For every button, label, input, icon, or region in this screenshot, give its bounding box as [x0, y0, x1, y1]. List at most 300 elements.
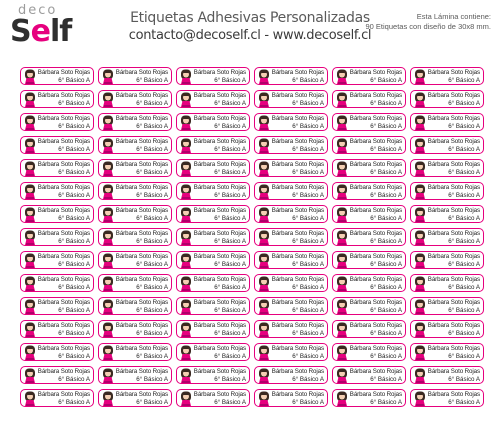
label-name: Bárbara Soto Rojas — [349, 138, 402, 145]
label-course: 6° Básico A — [58, 352, 90, 360]
label-course: 6° Básico A — [136, 260, 168, 268]
girl-avatar-icon — [413, 391, 427, 406]
girl-avatar-icon — [257, 161, 271, 176]
label-name: Bárbara Soto Rojas — [193, 299, 246, 306]
girl-avatar-icon — [23, 207, 37, 222]
name-label — [20, 159, 94, 177]
girl-avatar-icon — [257, 253, 271, 268]
label-name: Bárbara Soto Rojas — [349, 391, 402, 398]
label-course: 6° Básico A — [58, 191, 90, 199]
name-label — [20, 366, 94, 384]
label-course: 6° Básico A — [292, 375, 324, 383]
girl-avatar-icon — [335, 299, 349, 314]
label-name: Bárbara Soto Rojas — [193, 207, 246, 214]
label-name: Bárbara Soto Rojas — [271, 92, 324, 99]
girl-avatar-icon — [413, 138, 427, 153]
label-name: Bárbara Soto Rojas — [349, 92, 402, 99]
girl-avatar-icon — [101, 368, 115, 383]
name-label — [254, 228, 328, 246]
name-label — [98, 251, 172, 269]
girl-avatar-icon — [413, 253, 427, 268]
label-course: 6° Básico A — [292, 398, 324, 406]
name-label — [176, 274, 250, 292]
label-name: Bárbara Soto Rojas — [115, 368, 168, 375]
label-name: Bárbara Soto Rojas — [37, 207, 90, 214]
label-name: Bárbara Soto Rojas — [349, 69, 402, 76]
name-label — [410, 251, 484, 269]
label-name: Bárbara Soto Rojas — [271, 207, 324, 214]
label-course: 6° Básico A — [58, 214, 90, 222]
name-label — [254, 343, 328, 361]
girl-avatar-icon — [23, 138, 37, 153]
girl-avatar-icon — [179, 368, 193, 383]
girl-avatar-icon — [335, 368, 349, 383]
label-name: Bárbara Soto Rojas — [349, 115, 402, 122]
label-name: Bárbara Soto Rojas — [427, 345, 480, 352]
label-name: Bárbara Soto Rojas — [349, 207, 402, 214]
label-course: 6° Básico A — [448, 191, 480, 199]
label-course: 6° Básico A — [214, 214, 246, 222]
label-name: Bárbara Soto Rojas — [271, 276, 324, 283]
label-name: Bárbara Soto Rojas — [427, 230, 480, 237]
label-course: 6° Básico A — [292, 329, 324, 337]
girl-avatar-icon — [257, 322, 271, 337]
label-course: 6° Básico A — [136, 237, 168, 245]
label-name: Bárbara Soto Rojas — [349, 184, 402, 191]
girl-avatar-icon — [335, 253, 349, 268]
label-course: 6° Básico A — [58, 168, 90, 176]
label-course: 6° Básico A — [136, 191, 168, 199]
label-course: 6° Básico A — [58, 398, 90, 406]
girl-avatar-icon — [101, 115, 115, 130]
label-course: 6° Básico A — [214, 122, 246, 130]
label-course: 6° Básico A — [58, 375, 90, 383]
name-label — [410, 297, 484, 315]
name-label — [410, 182, 484, 200]
label-name: Bárbara Soto Rojas — [193, 161, 246, 168]
name-label — [410, 228, 484, 246]
label-course: 6° Básico A — [58, 76, 90, 84]
label-name: Bárbara Soto Rojas — [271, 322, 324, 329]
girl-avatar-icon — [257, 299, 271, 314]
girl-avatar-icon — [257, 391, 271, 406]
girl-avatar-icon — [179, 138, 193, 153]
girl-avatar-icon — [179, 253, 193, 268]
girl-avatar-icon — [257, 230, 271, 245]
label-name: Bárbara Soto Rojas — [271, 368, 324, 375]
girl-avatar-icon — [257, 92, 271, 107]
label-course: 6° Básico A — [136, 375, 168, 383]
label-course: 6° Básico A — [292, 168, 324, 176]
name-label — [20, 297, 94, 315]
girl-avatar-icon — [335, 230, 349, 245]
girl-avatar-icon — [23, 69, 37, 84]
label-course: 6° Básico A — [136, 99, 168, 107]
label-name: Bárbara Soto Rojas — [427, 92, 480, 99]
girl-avatar-icon — [23, 322, 37, 337]
name-label — [98, 343, 172, 361]
label-course: 6° Básico A — [448, 352, 480, 360]
label-course: 6° Básico A — [136, 214, 168, 222]
name-label — [98, 113, 172, 131]
label-course: 6° Básico A — [214, 306, 246, 314]
label-name: Bárbara Soto Rojas — [115, 138, 168, 145]
label-name: Bárbara Soto Rojas — [271, 115, 324, 122]
label-name: Bárbara Soto Rojas — [193, 69, 246, 76]
label-course: 6° Básico A — [136, 122, 168, 130]
label-name: Bárbara Soto Rojas — [37, 391, 90, 398]
label-course: 6° Básico A — [448, 145, 480, 153]
girl-avatar-icon — [335, 92, 349, 107]
girl-avatar-icon — [413, 276, 427, 291]
label-name: Bárbara Soto Rojas — [37, 368, 90, 375]
girl-avatar-icon — [23, 92, 37, 107]
label-course: 6° Básico A — [292, 283, 324, 291]
label-name: Bárbara Soto Rojas — [193, 391, 246, 398]
label-course: 6° Básico A — [214, 191, 246, 199]
label-course: 6° Básico A — [370, 191, 402, 199]
name-label — [332, 159, 406, 177]
girl-avatar-icon — [413, 184, 427, 199]
label-name: Bárbara Soto Rojas — [115, 230, 168, 237]
label-course: 6° Básico A — [58, 99, 90, 107]
name-label — [20, 343, 94, 361]
label-name: Bárbara Soto Rojas — [349, 276, 402, 283]
contact-line: contacto@decoself.cl - www.decoself.cl — [128, 28, 372, 43]
girl-avatar-icon — [257, 207, 271, 222]
label-name: Bárbara Soto Rojas — [37, 138, 90, 145]
label-name: Bárbara Soto Rojas — [193, 92, 246, 99]
name-label — [20, 228, 94, 246]
girl-avatar-icon — [101, 230, 115, 245]
label-course: 6° Básico A — [292, 145, 324, 153]
name-label — [410, 159, 484, 177]
label-course: 6° Básico A — [448, 283, 480, 291]
label-name: Bárbara Soto Rojas — [271, 253, 324, 260]
name-label — [332, 113, 406, 131]
name-label — [176, 182, 250, 200]
label-course: 6° Básico A — [58, 237, 90, 245]
name-label — [332, 228, 406, 246]
label-course: 6° Básico A — [370, 76, 402, 84]
label-course: 6° Básico A — [448, 260, 480, 268]
girl-avatar-icon — [23, 115, 37, 130]
girl-avatar-icon — [413, 115, 427, 130]
label-course: 6° Básico A — [448, 306, 480, 314]
girl-avatar-icon — [257, 69, 271, 84]
girl-avatar-icon — [23, 230, 37, 245]
label-name: Bárbara Soto Rojas — [427, 184, 480, 191]
girl-avatar-icon — [179, 115, 193, 130]
name-label — [410, 205, 484, 223]
label-name: Bárbara Soto Rojas — [427, 253, 480, 260]
girl-avatar-icon — [101, 92, 115, 107]
name-label — [98, 67, 172, 85]
name-label — [332, 343, 406, 361]
girl-avatar-icon — [23, 161, 37, 176]
label-course: 6° Básico A — [136, 398, 168, 406]
label-course: 6° Básico A — [136, 283, 168, 291]
label-course: 6° Básico A — [214, 352, 246, 360]
girl-avatar-icon — [413, 69, 427, 84]
label-name: Bárbara Soto Rojas — [115, 161, 168, 168]
label-name: Bárbara Soto Rojas — [427, 138, 480, 145]
girl-avatar-icon — [179, 276, 193, 291]
label-course: 6° Básico A — [214, 145, 246, 153]
name-label — [20, 67, 94, 85]
girl-avatar-icon — [23, 253, 37, 268]
girl-avatar-icon — [335, 322, 349, 337]
label-course: 6° Básico A — [214, 375, 246, 383]
girl-avatar-icon — [413, 207, 427, 222]
label-course: 6° Básico A — [370, 283, 402, 291]
label-name: Bárbara Soto Rojas — [193, 115, 246, 122]
name-label — [410, 136, 484, 154]
name-label — [410, 67, 484, 85]
label-name: Bárbara Soto Rojas — [115, 69, 168, 76]
label-name: Bárbara Soto Rojas — [271, 69, 324, 76]
girl-avatar-icon — [101, 299, 115, 314]
name-label — [176, 366, 250, 384]
label-course: 6° Básico A — [370, 145, 402, 153]
label-course: 6° Básico A — [136, 168, 168, 176]
girl-avatar-icon — [179, 92, 193, 107]
name-label — [254, 90, 328, 108]
label-course: 6° Básico A — [214, 237, 246, 245]
label-course: 6° Básico A — [292, 214, 324, 222]
label-name: Bárbara Soto Rojas — [115, 253, 168, 260]
name-label — [410, 90, 484, 108]
name-label — [254, 159, 328, 177]
label-name: Bárbara Soto Rojas — [427, 299, 480, 306]
girl-avatar-icon — [179, 207, 193, 222]
label-name: Bárbara Soto Rojas — [193, 230, 246, 237]
girl-avatar-icon — [179, 69, 193, 84]
name-label — [20, 113, 94, 131]
label-course: 6° Básico A — [292, 237, 324, 245]
girl-avatar-icon — [101, 207, 115, 222]
name-label — [176, 159, 250, 177]
name-label — [332, 182, 406, 200]
name-label — [254, 205, 328, 223]
girl-avatar-icon — [23, 276, 37, 291]
label-name: Bárbara Soto Rojas — [115, 92, 168, 99]
label-name: Bárbara Soto Rojas — [193, 368, 246, 375]
label-name: Bárbara Soto Rojas — [115, 115, 168, 122]
girl-avatar-icon — [257, 138, 271, 153]
name-label — [254, 67, 328, 85]
girl-avatar-icon — [179, 322, 193, 337]
girl-avatar-icon — [179, 391, 193, 406]
label-name: Bárbara Soto Rojas — [115, 322, 168, 329]
girl-avatar-icon — [179, 161, 193, 176]
sheet-info-line-1: Esta Lámina contiene: — [416, 12, 491, 21]
girl-avatar-icon — [413, 299, 427, 314]
girl-avatar-icon — [101, 138, 115, 153]
label-name: Bárbara Soto Rojas — [193, 253, 246, 260]
name-label — [410, 113, 484, 131]
label-course: 6° Básico A — [214, 99, 246, 107]
label-course: 6° Básico A — [448, 237, 480, 245]
label-name: Bárbara Soto Rojas — [115, 345, 168, 352]
label-course: 6° Básico A — [448, 329, 480, 337]
label-course: 6° Básico A — [136, 145, 168, 153]
label-course: 6° Básico A — [58, 329, 90, 337]
label-course: 6° Básico A — [292, 76, 324, 84]
label-course: 6° Básico A — [58, 122, 90, 130]
label-course: 6° Básico A — [370, 352, 402, 360]
name-label — [20, 274, 94, 292]
label-sheet — [20, 67, 484, 407]
girl-avatar-icon — [413, 345, 427, 360]
name-label — [332, 67, 406, 85]
girl-avatar-icon — [335, 138, 349, 153]
label-name: Bárbara Soto Rojas — [193, 276, 246, 283]
label-course: 6° Básico A — [214, 260, 246, 268]
label-course: 6° Básico A — [292, 99, 324, 107]
name-label — [254, 136, 328, 154]
label-course: 6° Básico A — [448, 168, 480, 176]
name-label — [254, 274, 328, 292]
name-label — [98, 182, 172, 200]
name-label — [20, 389, 94, 407]
label-name: Bárbara Soto Rojas — [349, 368, 402, 375]
label-course: 6° Básico A — [214, 283, 246, 291]
girl-avatar-icon — [179, 345, 193, 360]
label-name: Bárbara Soto Rojas — [37, 92, 90, 99]
label-course: 6° Básico A — [292, 191, 324, 199]
label-name: Bárbara Soto Rojas — [37, 322, 90, 329]
logo-self-text: Self — [10, 14, 72, 49]
label-name: Bárbara Soto Rojas — [271, 391, 324, 398]
name-label — [332, 274, 406, 292]
girl-avatar-icon — [101, 253, 115, 268]
name-label — [410, 366, 484, 384]
label-course: 6° Básico A — [292, 260, 324, 268]
label-course: 6° Básico A — [448, 122, 480, 130]
girl-avatar-icon — [101, 161, 115, 176]
girl-avatar-icon — [257, 276, 271, 291]
name-label — [20, 205, 94, 223]
girl-avatar-icon — [335, 161, 349, 176]
label-name: Bárbara Soto Rojas — [37, 69, 90, 76]
label-name: Bárbara Soto Rojas — [427, 161, 480, 168]
name-label — [20, 90, 94, 108]
label-course: 6° Básico A — [370, 214, 402, 222]
label-name: Bárbara Soto Rojas — [115, 299, 168, 306]
girl-avatar-icon — [413, 322, 427, 337]
label-name: Bárbara Soto Rojas — [349, 299, 402, 306]
name-label — [332, 366, 406, 384]
girl-avatar-icon — [335, 345, 349, 360]
girl-avatar-icon — [23, 184, 37, 199]
label-name: Bárbara Soto Rojas — [427, 368, 480, 375]
girl-avatar-icon — [413, 368, 427, 383]
label-course: 6° Básico A — [136, 352, 168, 360]
name-label — [98, 320, 172, 338]
name-label — [254, 389, 328, 407]
name-label — [176, 389, 250, 407]
name-label — [332, 136, 406, 154]
sheet-info — [366, 12, 492, 32]
label-name: Bárbara Soto Rojas — [37, 276, 90, 283]
name-label — [410, 389, 484, 407]
name-label — [332, 90, 406, 108]
name-label — [254, 251, 328, 269]
label-course: 6° Básico A — [448, 398, 480, 406]
label-course: 6° Básico A — [292, 306, 324, 314]
girl-avatar-icon — [257, 368, 271, 383]
girl-avatar-icon — [335, 391, 349, 406]
name-label — [332, 297, 406, 315]
name-label — [98, 297, 172, 315]
girl-avatar-icon — [257, 184, 271, 199]
label-course: 6° Básico A — [214, 76, 246, 84]
name-label — [98, 90, 172, 108]
girl-avatar-icon — [23, 299, 37, 314]
name-label — [20, 136, 94, 154]
name-label — [332, 389, 406, 407]
name-label — [20, 251, 94, 269]
girl-avatar-icon — [257, 115, 271, 130]
label-name: Bárbara Soto Rojas — [349, 345, 402, 352]
name-label — [98, 228, 172, 246]
label-name: Bárbara Soto Rojas — [427, 207, 480, 214]
girl-avatar-icon — [335, 69, 349, 84]
label-name: Bárbara Soto Rojas — [193, 322, 246, 329]
label-course: 6° Básico A — [136, 76, 168, 84]
label-course: 6° Básico A — [370, 260, 402, 268]
girl-avatar-icon — [23, 368, 37, 383]
name-label — [254, 366, 328, 384]
label-name: Bárbara Soto Rojas — [427, 391, 480, 398]
label-course: 6° Básico A — [292, 122, 324, 130]
label-name: Bárbara Soto Rojas — [427, 276, 480, 283]
label-course: 6° Básico A — [292, 352, 324, 360]
label-name: Bárbara Soto Rojas — [427, 69, 480, 76]
label-name: Bárbara Soto Rojas — [427, 322, 480, 329]
label-course: 6° Básico A — [370, 375, 402, 383]
girl-avatar-icon — [101, 391, 115, 406]
name-label — [410, 343, 484, 361]
name-label — [98, 274, 172, 292]
name-label — [176, 113, 250, 131]
label-course: 6° Básico A — [58, 260, 90, 268]
girl-avatar-icon — [101, 276, 115, 291]
label-course: 6° Básico A — [448, 76, 480, 84]
label-course: 6° Básico A — [448, 99, 480, 107]
label-name: Bárbara Soto Rojas — [37, 184, 90, 191]
name-label — [176, 320, 250, 338]
name-label — [254, 297, 328, 315]
name-label — [176, 343, 250, 361]
label-name: Bárbara Soto Rojas — [271, 345, 324, 352]
girl-avatar-icon — [101, 69, 115, 84]
name-label — [254, 320, 328, 338]
name-label — [98, 366, 172, 384]
label-course: 6° Básico A — [214, 398, 246, 406]
girl-avatar-icon — [413, 92, 427, 107]
name-label — [176, 136, 250, 154]
logo-deco-text: deco — [18, 3, 58, 18]
name-label — [98, 389, 172, 407]
name-label — [98, 205, 172, 223]
girl-avatar-icon — [413, 230, 427, 245]
girl-avatar-icon — [179, 299, 193, 314]
label-course: 6° Básico A — [214, 168, 246, 176]
label-course: 6° Básico A — [136, 329, 168, 337]
name-label — [332, 205, 406, 223]
